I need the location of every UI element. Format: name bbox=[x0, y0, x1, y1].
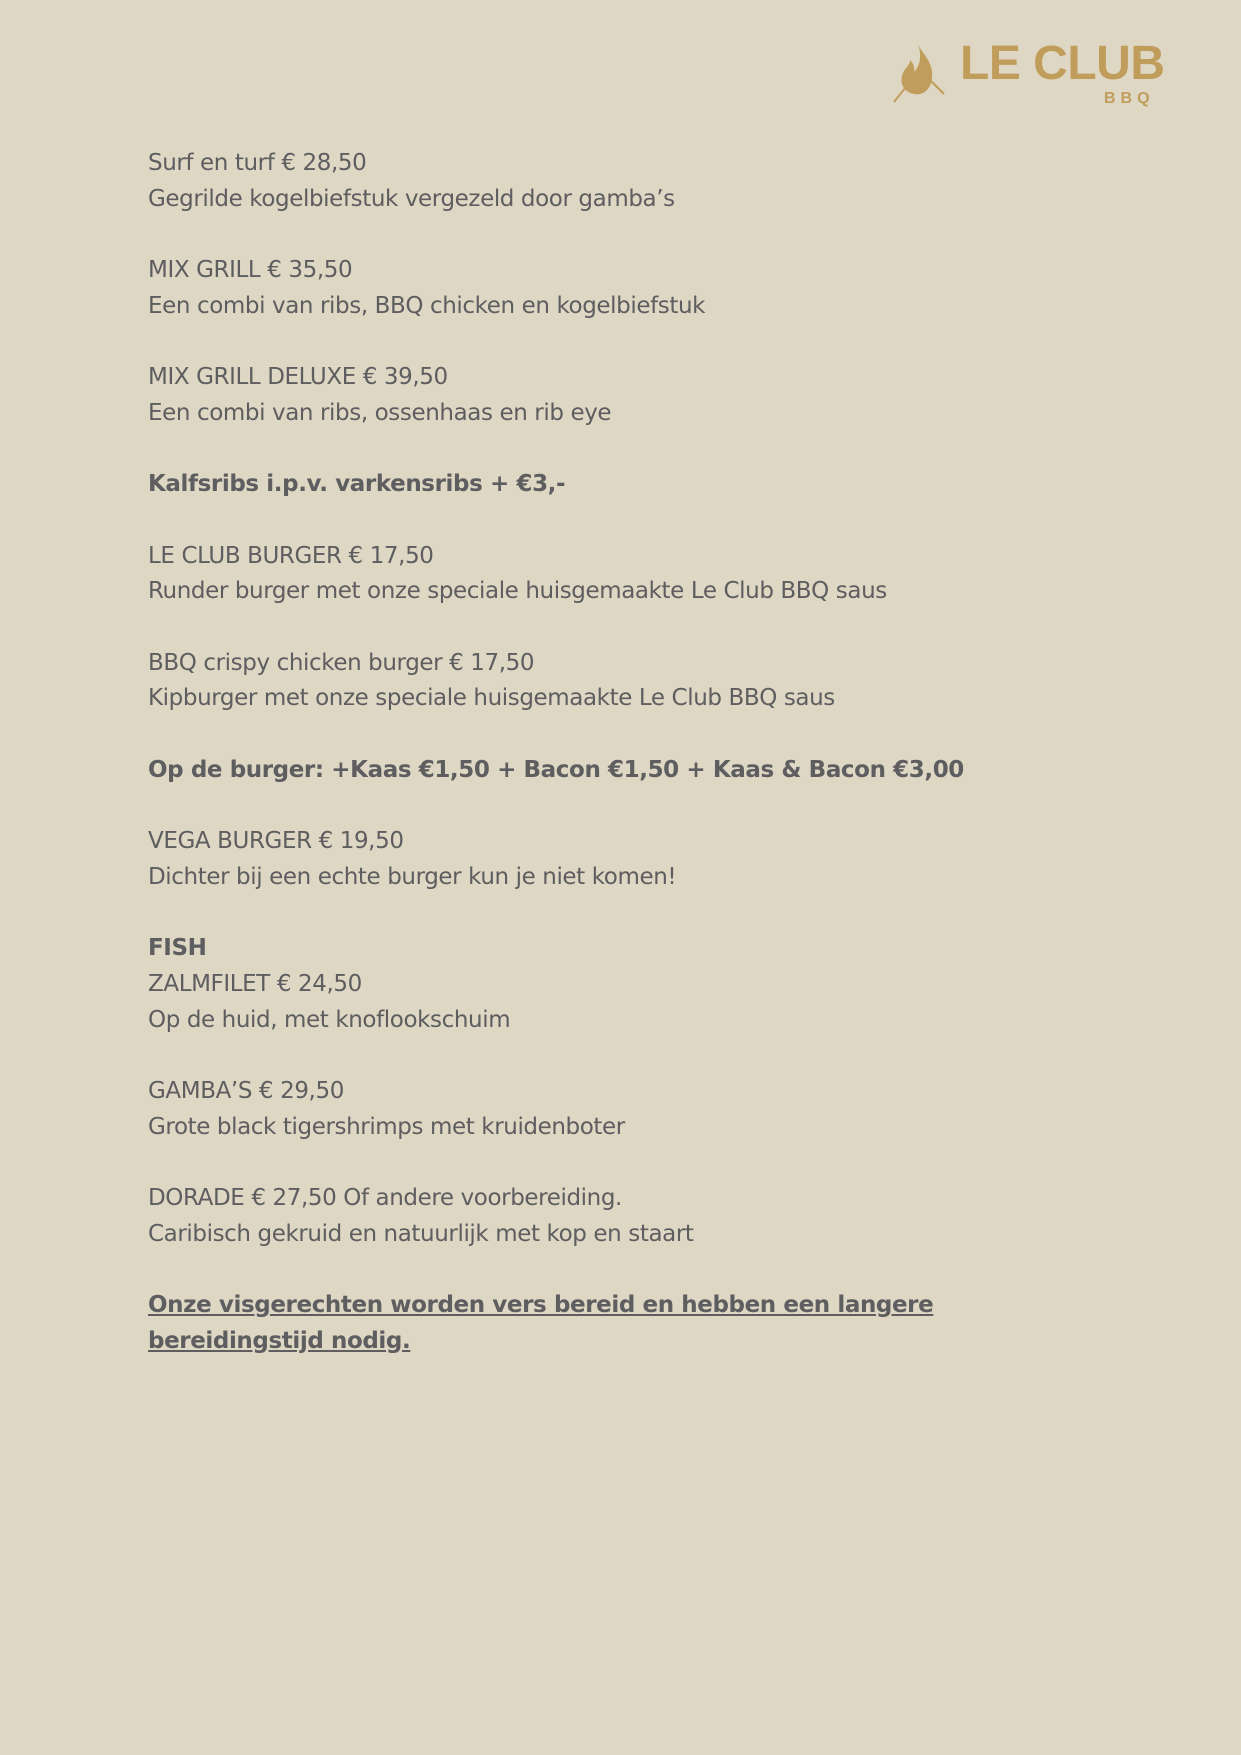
mix-grill-deluxe-title: MIX GRILL DELUXE € 39,50 bbox=[148, 364, 448, 391]
flame-icon bbox=[892, 38, 952, 110]
fish-heading: FISH bbox=[148, 935, 207, 962]
surf-turf-title: Surf en turf € 28,50 bbox=[148, 150, 367, 176]
chicken-burger-description: Kipburger met onze speciale huisgemaakte Le Club BBQ saus bbox=[148, 685, 835, 712]
burger-extras-note: Op de burger: +Kaas €1,50 + Bacon €1,50 + Kaas & Bacon €3,00 bbox=[148, 756, 964, 783]
vega-burger-description: Dichter bij een echte burger kun je niet komen! bbox=[148, 863, 677, 890]
logo-wordmark: LE CLUB bbox=[960, 37, 1165, 90]
menu-list bbox=[148, 146, 1078, 1359]
fish-preparation-note: Onze visgerechten worden vers bereid en hebben een langere bereidingstijd nodig. bbox=[148, 1292, 934, 1354]
zalmfilet-title: ZALMFILET € 24,50 bbox=[148, 970, 362, 997]
gambas-description: Grote black tigershrimps met kruidenboter bbox=[148, 1113, 625, 1140]
dorade-description: Caribisch gekruid en natuurlijk met kop en staart bbox=[148, 1220, 694, 1247]
vega-burger-title: VEGA BURGER € 19,50 bbox=[148, 828, 404, 855]
logo-subtitle: BBQ bbox=[1104, 90, 1155, 107]
zalmfilet-description: Op de huid, met knoflookschuim bbox=[148, 1006, 511, 1033]
mix-grill-description: Een combi van ribs, BBQ chicken en kogelbiefstuk bbox=[148, 292, 706, 319]
le-club-burger-description: Runder burger met onze speciale huisgemaakte Le Club BBQ saus bbox=[148, 578, 887, 605]
mix-grill-title: MIX GRILL € 35,50 bbox=[148, 257, 353, 284]
brand-logo bbox=[892, 37, 1165, 110]
mix-grill-deluxe-description: Een combi van ribs, ossenhaas en rib eye bbox=[148, 399, 612, 426]
dorade-title: DORADE € 27,50 Of andere voorbereiding. bbox=[148, 1184, 622, 1211]
surf-turf-description: Gegrilde kogelbiefstuk vergezeld door gamba’s bbox=[148, 185, 675, 212]
chicken-burger-title: BBQ crispy chicken burger € 17,50 bbox=[148, 649, 535, 676]
le-club-burger-title: LE CLUB BURGER € 17,50 bbox=[148, 542, 434, 569]
gambas-title: GAMBA’S € 29,50 bbox=[148, 1077, 344, 1104]
ribs-upgrade-note: Kalfsribs i.p.v. varkensribs + €3,- bbox=[148, 471, 566, 498]
